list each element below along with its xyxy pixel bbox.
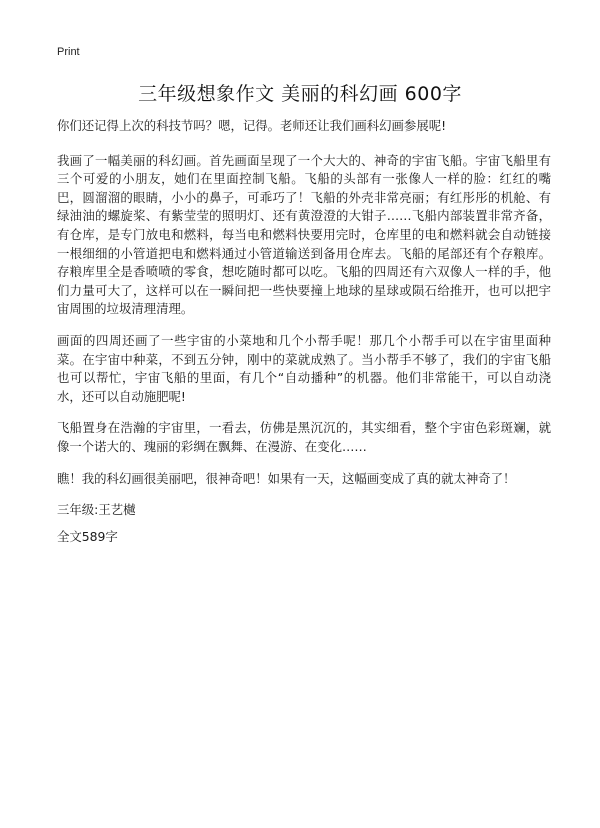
word-count: 全文589字 — [57, 529, 118, 545]
paragraph-conclusion: 瞧！我的科幻画很美丽吧，很神奇吧！如果有一天，这幅画变成了真的就太神奇了！ — [57, 470, 516, 486]
author-signature: 三年级:王艺樾 — [57, 502, 136, 518]
paragraph-intro: 你们还记得上次的科技节吗？嗯，记得。老师还让我们画科幻画参展呢! — [57, 118, 447, 133]
article-body — [57, 117, 551, 546]
print-link[interactable]: Print — [57, 46, 80, 58]
article-title: 三年级想象作文 美丽的科幻画 600字 — [138, 83, 462, 105]
paragraph-spaceship: 我画了一幅美丽的科幻画。首先画面呈现了一个大大的、神奇的宇宙飞船。宇宙飞船里有三个可爱的小朋友，她们在里面控制飞船。飞船的头部有一张像人一样的脸：红红的嘴巴，圆溜溜的眼睛，小小的鼻子，可乖巧了！飞船的外壳非常亮丽；有红彤彤的机舱、有绿油油的螺旋桨、有紫莹莹的照明灯、还有黄澄澄的大钳子……飞船内部装置非常齐备，有仓库，是专门放电和燃料，每当电和燃料快要用完时，仓库里的电和燃料就会自动链接一根细细的小管道把电和燃料通过小管道输送到备用仓库去。飞船的尾部还有个存粮库。存粮库里全是香喷喷的零食，想吃随时都可以吃。飞船的四周还有六双像人一样的手，他们力量可大了，这样可以在一瞬间把一些快要撞上地球的星球或陨石给推开，也可以把宇宙周围的垃圾清理清理。 — [57, 152, 551, 317]
paragraph-universe: 飞船置身在浩瀚的宇宙里，一看去，仿佛是黑沉沉的，其实细看，整个宇宙色彩斑斓，就像一个诺大的、瑰丽的彩绸在飘舞、在漫游、在变化…… — [57, 420, 551, 454]
paragraph-garden: 画面的四周还画了一些宇宙的小菜地和几个小帮手呢！那几个小帮手可以在宇宙里面种菜。在宇宙中种菜，不到五分钟，刚中的菜就成熟了。当小帮手不够了，我们的宇宙飞船也可以帮忙，宇宙飞船的里面，有几个“自动播种”的机器。他们非常能干，可以自动浇水，还可以自动施肥呢! — [57, 332, 551, 404]
